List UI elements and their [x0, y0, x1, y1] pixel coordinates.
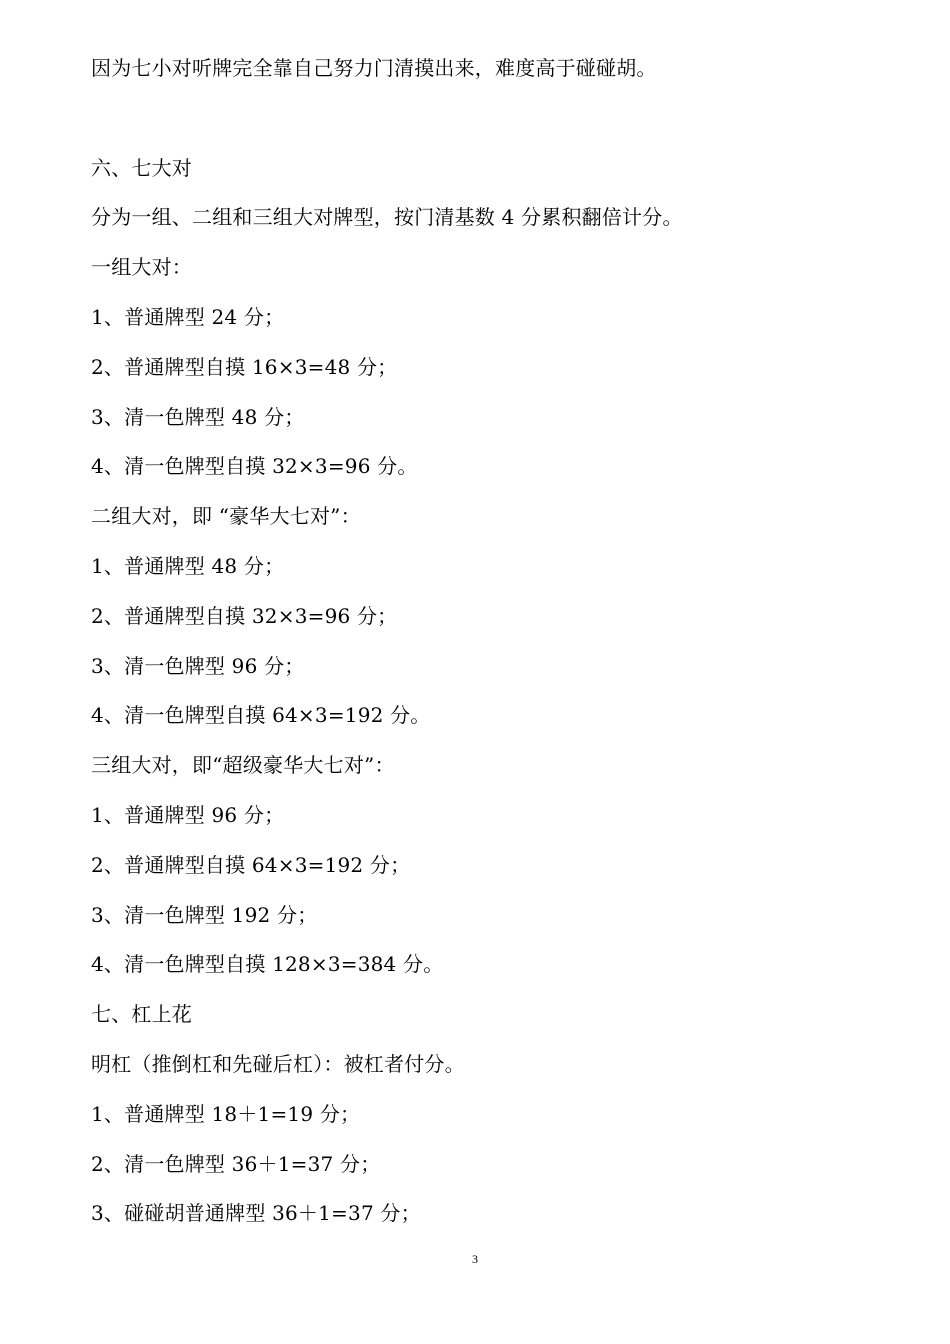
- text-line: 分为一组、二组和三组大对牌型，按门清基数 4 分累积翻倍计分。: [91, 205, 683, 230]
- text-line: 因为七小对听牌完全靠自己努力门清摸出来，难度高于碰碰胡。: [91, 56, 657, 80]
- list-item: 1、普通牌型 18＋1=19 分；: [91, 1101, 361, 1126]
- list-item: 2、普通牌型自摸 64×3=192 分；: [91, 852, 411, 877]
- list-item: 3、清一色牌型 48 分；: [91, 404, 305, 429]
- subsection-heading: 二组大对，即 “豪华大七对”：: [91, 504, 361, 529]
- page-number: 3: [472, 1252, 478, 1266]
- list-item: 1、普通牌型 96 分；: [91, 802, 285, 827]
- section-heading: 六、七大对: [91, 155, 192, 180]
- blank-line: [91, 102, 891, 152]
- list-item: 4、清一色牌型自摸 64×3=192 分。: [91, 703, 431, 728]
- list-item: 4、清一色牌型自摸 32×3=96 分。: [91, 454, 418, 479]
- text-line: 明杠（推倒杠和先碰后杠）：被杠者付分。: [91, 1051, 465, 1076]
- list-item: 3、清一色牌型 192 分；: [91, 902, 318, 927]
- subsection-heading: 一组大对：: [91, 255, 192, 280]
- list-item: 1、普通牌型 48 分；: [91, 553, 285, 578]
- list-item: 4、清一色牌型自摸 128×3=384 分。: [91, 952, 444, 977]
- list-item: 2、普通牌型自摸 16×3=48 分；: [91, 354, 398, 379]
- list-item: 2、清一色牌型 36＋1=37 分；: [91, 1151, 381, 1176]
- list-item: 1、普通牌型 24 分；: [91, 304, 285, 329]
- list-item: 2、普通牌型自摸 32×3=96 分；: [91, 603, 398, 628]
- section-heading: 七、杠上花: [91, 1002, 192, 1027]
- subsection-heading: 三组大对，即“超级豪华大七对”：: [91, 753, 395, 778]
- list-item: 3、清一色牌型 96 分；: [91, 653, 305, 678]
- list-item: 3、碰碰胡普通牌型 36＋1=37 分；: [91, 1201, 421, 1226]
- document-body: [91, 52, 891, 1247]
